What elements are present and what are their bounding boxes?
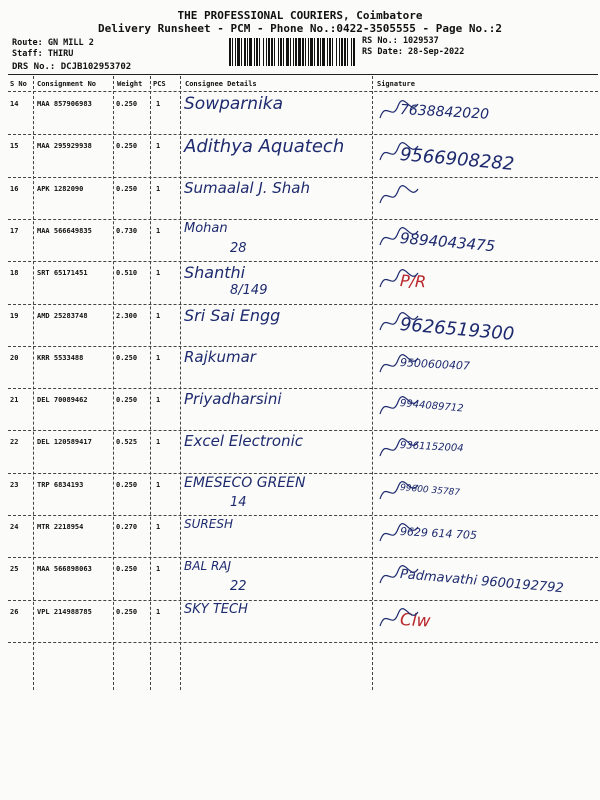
barcode-bar: [232, 38, 233, 66]
barcode-bar: [320, 38, 321, 66]
staff-label: Staff: THIRU: [12, 49, 74, 59]
row-consignee-name: SKY TECH: [184, 601, 248, 617]
row-sno: 15: [10, 142, 19, 151]
row-consignment-no: MTR 2218954: [37, 523, 84, 531]
row-signature: 9894043475: [399, 228, 496, 256]
row-pcs: 1: [156, 142, 161, 151]
signature-scribble: [378, 477, 422, 507]
rs-date: RS Date: 28-Sep-2022: [362, 47, 465, 57]
row-consignment-no: DEL 70089462: [37, 396, 88, 405]
barcode-bar: [266, 38, 267, 66]
barcode-bar: [293, 38, 294, 66]
row-consignee-name: Rajkumar: [184, 347, 256, 366]
row-weight: 0.730: [116, 226, 138, 235]
signature-scribble: [378, 519, 422, 549]
row-sno: 17: [10, 226, 19, 235]
barcode-bar: [317, 38, 319, 66]
barcode-bar: [290, 38, 291, 66]
row-consignment-no: TRP 6834193: [37, 480, 84, 489]
col-divider: [150, 76, 151, 690]
row-pcs: 1: [156, 438, 161, 447]
col-consignment: Consignment No: [37, 80, 97, 88]
row-pcs: 1: [156, 396, 161, 405]
row-sno: 21: [10, 396, 19, 405]
barcode-bar: [237, 38, 240, 66]
barcode-bar: [327, 38, 328, 66]
barcode-bar: [341, 38, 343, 66]
row-weight: 0.525: [116, 438, 138, 447]
row-sno: 24: [10, 523, 19, 531]
row-consignment-no: VPL 214988785: [37, 607, 92, 616]
signature-scribble: [378, 308, 422, 338]
barcode-bar: [278, 38, 279, 66]
barcode-bar: [302, 38, 304, 66]
row-sno: 19: [10, 311, 19, 320]
runsheet-subtitle: Delivery Runsheet - PCM - Phone No.:0422-3505555 - Page No.:2: [98, 22, 502, 35]
row-pcs: 1: [156, 311, 161, 320]
signature-scribble: [378, 181, 422, 211]
row-pcs: 1: [156, 565, 161, 574]
signature-scribble: [378, 392, 422, 422]
header-separator: [8, 91, 598, 92]
barcode-bar: [347, 38, 348, 66]
row-weight: 0.510: [116, 269, 138, 278]
signature-scribble: [378, 223, 422, 253]
row-signature: P/R: [399, 271, 427, 292]
signature-stroke: [380, 397, 418, 414]
barcode-bar: [259, 38, 260, 66]
row-sno: 20: [10, 353, 19, 362]
row-sno: 26: [10, 607, 19, 616]
row-consignment-no: SRT 65171451: [37, 269, 88, 278]
row-separator: [8, 600, 598, 601]
signature-stroke: [380, 143, 418, 160]
row-signature: 9361152004: [399, 440, 464, 455]
row-consignment-no: MAA 566898063: [37, 565, 92, 574]
signature-scribble: [378, 604, 422, 634]
row-separator: [8, 557, 598, 558]
row-separator: [8, 219, 598, 220]
signature-stroke: [380, 185, 418, 202]
row-signature: 9629 614 705: [399, 525, 478, 543]
row-consignment-no: MAA 566649835: [37, 226, 92, 235]
barcode-bar: [241, 38, 242, 66]
row-consignee-detail: 8/149: [230, 283, 268, 299]
row-signature: 9944089712: [399, 398, 464, 415]
row-separator: [8, 346, 598, 347]
barcode-bar: [298, 38, 301, 66]
row-sno: 25: [10, 565, 19, 574]
row-weight: 0.250: [116, 100, 138, 108]
signature-scribble: [378, 434, 422, 464]
row-consignee-name: Sri Sai Engg: [184, 305, 281, 325]
row-consignee-name: Shanthi: [184, 263, 246, 283]
barcode-bar: [254, 38, 255, 66]
barcode-bar: [351, 38, 352, 66]
row-weight: 0.250: [116, 607, 138, 616]
col-weight: Weight: [117, 80, 143, 88]
barcode-bar: [271, 38, 273, 66]
row-pcs: 1: [156, 269, 161, 278]
col-divider: [180, 76, 181, 690]
row-weight: 0.250: [116, 396, 138, 405]
signature-scribble: [378, 96, 422, 126]
row-sno: 23: [10, 480, 19, 489]
row-consignment-no: DEL 120589417: [37, 438, 92, 447]
row-signature: 99600 35787: [399, 482, 461, 498]
barcode-bar: [339, 38, 340, 66]
col-signature: Signature: [377, 80, 415, 88]
row-pcs: 1: [156, 100, 161, 108]
signature-stroke: [380, 228, 418, 245]
row-consignee-detail: 22: [230, 579, 247, 595]
barcode-bar: [314, 38, 315, 66]
row-consignee-name: Sowparnika: [184, 94, 284, 114]
row-weight: 0.250: [116, 142, 138, 151]
row-separator: [8, 304, 598, 305]
row-pcs: 1: [156, 353, 161, 362]
row-sno: 18: [10, 269, 19, 278]
barcode-bar: [229, 38, 231, 66]
col-sno: S No: [10, 80, 27, 88]
barcode-bar: [310, 38, 313, 66]
barcode-bar: [353, 38, 355, 66]
signature-stroke: [380, 566, 418, 583]
row-weight: 0.250: [116, 353, 138, 362]
barcode-bar: [336, 38, 337, 66]
barcode-bar: [322, 38, 325, 66]
col-divider: [372, 76, 373, 690]
row-consignee-name: BAL RAJ: [184, 559, 232, 574]
row-signature: 9566908282: [399, 144, 516, 176]
barcode-bar: [244, 38, 246, 66]
barcode: [228, 38, 356, 66]
row-pcs: 1: [156, 226, 161, 235]
row-consignee-name: Sumaalal J. Shah: [184, 178, 311, 197]
barcode-bar: [247, 38, 248, 66]
col-consignee: Consignee Details: [185, 80, 257, 88]
row-signature: Clw: [399, 609, 431, 632]
row-weight: 0.250: [116, 184, 138, 193]
row-weight: 0.250: [116, 480, 138, 489]
signature-stroke: [380, 608, 418, 625]
row-pcs: 1: [156, 523, 161, 531]
row-separator: [8, 473, 598, 474]
barcode-bar: [268, 38, 270, 66]
barcode-bar: [344, 38, 346, 66]
signature-scribble: [378, 138, 422, 168]
barcode-bar: [332, 38, 333, 66]
signature-stroke: [380, 101, 418, 118]
row-pcs: 1: [156, 607, 161, 616]
barcode-bar: [286, 38, 289, 66]
row-consignment-no: AMD 25283748: [37, 311, 88, 320]
row-pcs: 1: [156, 184, 161, 193]
row-consignee-detail: 28: [230, 240, 247, 256]
signature-stroke: [380, 312, 418, 329]
drs-number: DRS No.: DCJB102953702: [12, 62, 132, 72]
row-weight: 0.270: [116, 523, 138, 531]
row-separator: [8, 388, 598, 389]
barcode-bar: [256, 38, 258, 66]
row-weight: 0.250: [116, 565, 138, 574]
row-signature: 9626519300: [399, 313, 516, 345]
row-separator: [8, 642, 598, 643]
barcode-bar: [329, 38, 331, 66]
signature-stroke: [380, 481, 418, 498]
row-sno: 14: [10, 100, 19, 108]
row-consignee-name: Adithya Aquatech: [184, 136, 345, 158]
row-signature: 7638842020: [399, 102, 490, 123]
row-consignee-name: SURESH: [184, 517, 233, 531]
barcode-bar: [263, 38, 264, 66]
row-signature: Padmavathi 9600192792: [399, 567, 565, 597]
row-separator: [8, 177, 598, 178]
row-separator: [8, 430, 598, 431]
row-separator: [8, 134, 598, 135]
row-signature: 9500600407: [399, 355, 471, 373]
row-consignee-name: Excel Electronic: [184, 432, 304, 451]
row-sno: 22: [10, 438, 19, 447]
row-weight: 2.300: [116, 311, 138, 320]
barcode-bar: [308, 38, 309, 66]
row-consignment-no: APK 1282090: [37, 184, 84, 193]
barcode-bar: [280, 38, 282, 66]
signature-stroke: [380, 439, 418, 456]
signature-stroke: [380, 270, 418, 287]
row-consignment-no: MAA 857906983: [37, 100, 92, 108]
rs-number: RS No.: 1029537: [362, 36, 439, 46]
row-consignee-name: Mohan: [184, 220, 228, 236]
barcode-bar: [305, 38, 306, 66]
row-separator: [8, 261, 598, 262]
row-consignment-no: KRR 5533488: [37, 353, 84, 362]
row-consignee-detail: 14: [230, 494, 247, 510]
signature-scribble: [378, 561, 422, 591]
signature-stroke: [380, 524, 418, 541]
route-label: Route: GN MILL 2: [12, 38, 94, 48]
col-pcs: PCS: [153, 80, 166, 88]
signature-scribble: [378, 350, 422, 380]
row-separator: [8, 515, 598, 516]
row-sno: 16: [10, 184, 19, 193]
barcode-bar: [274, 38, 275, 66]
signature-scribble: [378, 265, 422, 295]
barcode-bar: [295, 38, 297, 66]
row-consignee-name: Priyadharsini: [184, 390, 282, 409]
row-consignment-no: MAA 295929938: [37, 142, 92, 151]
company-title: THE PROFESSIONAL COURIERS, Coimbatore: [177, 9, 423, 22]
table-top-border: [8, 74, 598, 75]
row-pcs: 1: [156, 480, 161, 489]
signature-stroke: [380, 354, 418, 371]
col-divider: [113, 76, 114, 690]
col-divider: [33, 76, 34, 690]
row-consignee-name: EMESECO GREEN: [184, 474, 306, 491]
barcode-bar: [249, 38, 252, 66]
barcode-bar: [283, 38, 284, 66]
barcode-bar: [235, 38, 236, 66]
